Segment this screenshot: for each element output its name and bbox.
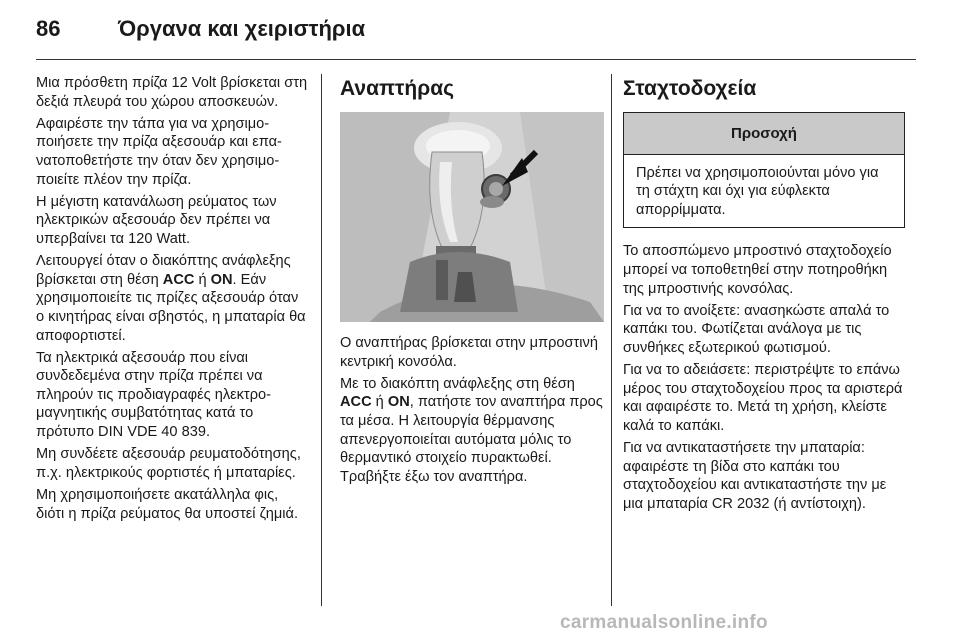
paragraph: Τα ηλεκτρικά αξεσουάρ που είναι συνδεδεμένα στην πρίζα πρέπει να πληρούν τις προδιαγραφές ηλεκτρομαγνητικής συμβατότητας κατά το πρότυπο DIN VDE 40 839. [36, 349, 271, 441]
on-label: ON [387, 394, 410, 411]
paragraph: Μια πρόσθετη πρίζα 12 Volt βρίσκεται στη δεξιά πλευρά του χώρου αποσκευών. [36, 75, 308, 110]
section-heading-ashtrays: Σταχτοδοχεία [623, 77, 757, 100]
paragraph: Το αποσπώμενο μπροστινό σταχτοδοχείο μπορεί να τοποθετηθεί στην ποτηροθήκη της μπροστινής κονσόλας. [623, 243, 892, 297]
paragraph: Μη χρησιμοποιήσετε ακατάλληλα φις, διότι η πρίζα ρεύματος θα υποστεί ζημιά. [36, 487, 299, 522]
header-divider [36, 59, 916, 60]
watermark: carmanualsonline.info [560, 612, 768, 633]
caution-text: Πρέπει να χρησιμοποιούνται μόνο για τη στάχτη και όχι για εύφλεκτα απορρίμματα. [636, 164, 879, 218]
paragraph: Λειτουργεί όταν ο διακόπτης ανάφλεξης βρίσκεται στη θέση ACC ή ON. Εάν χρησιμοποιείτε τις πρίζες αξεσουάρ όταν ο κινητήρας είναι σβηστός, η μπαταρία θα αποφορτιστεί. [36, 253, 306, 344]
paragraph: Για να αντικαταστήσετε την μπαταρία: αφαιρέστε τη βίδα στο καπάκι του σταχτοδοχείου και αντικαταστήστε την με μια μπαταρία CR 2032 (ή αντίστοιχη). [623, 440, 887, 512]
paragraph: Για να το ανοίξετε: ανασηκώστε απαλά το καπάκι του. Φωτίζεται ανάλογα με τις συνθήκες εξωτερικού φωτισμού. [623, 302, 890, 356]
acc-label: ACC [162, 271, 195, 288]
acc-label: ACC [340, 394, 372, 411]
column-ashtrays [623, 74, 905, 517]
paragraph: Η μέγιστη κατανάλωση ρεύματος των ηλεκτρικών αξεσουάρ δεν πρέπει να υπερβαίνει τα 120 Watt. [36, 193, 277, 247]
paragraph: Ο αναπτήρας βρίσκεται στην μπροστινή κεντρική κονσόλα. [340, 335, 598, 370]
column-divider-1 [321, 74, 322, 606]
paragraph: Για να το αδειάσετε: περιστρέψτε το επάνω μέρος του σταχτοδοχείου προς τα αριστερά και αφαιρέστε το. Μετά τη χρήση, κλείστε καλά το καπάκι. [623, 362, 903, 434]
caution-title: Προσοχή [624, 113, 904, 155]
column-divider-2 [611, 74, 612, 606]
caution-box [623, 112, 905, 228]
section-heading-lighter: Αναπτήρας [340, 77, 455, 100]
lighter-illustration [340, 112, 604, 322]
paragraph: Μη συνδέετε αξεσουάρ ρευματοδότησης, π.χ. ηλεκτρικούς φορτιστές ή μπαταρίες. [36, 446, 301, 481]
column-cigarette-lighter [340, 74, 606, 490]
page-number: 86 [36, 16, 61, 41]
paragraph: Αφαιρέστε την τάπα για να χρησιμοποιήσετε την πρίζα αξεσουάρ και επανατοποθετήστε την όταν δεν χρησιμοποιείτε πλέον την πρίζα. [36, 115, 282, 188]
page-header [0, 0, 960, 62]
page-title: Όργανα και χειριστήρια [118, 16, 366, 41]
on-label: ON [210, 271, 233, 288]
paragraph: Με το διακόπτη ανάφλεξης στη θέση ACC ή ON, πατήστε τον αναπτήρα προς τα μέσα. Η λειτουργία θέρμανσης απενεργοποιείται αυτόματα μόλις το θερμαντικό στοιχείο πυρακτωθεί. Τραβήξτε έξω τον αναπτήρα. [340, 375, 603, 485]
column-power-outlet [36, 74, 310, 527]
